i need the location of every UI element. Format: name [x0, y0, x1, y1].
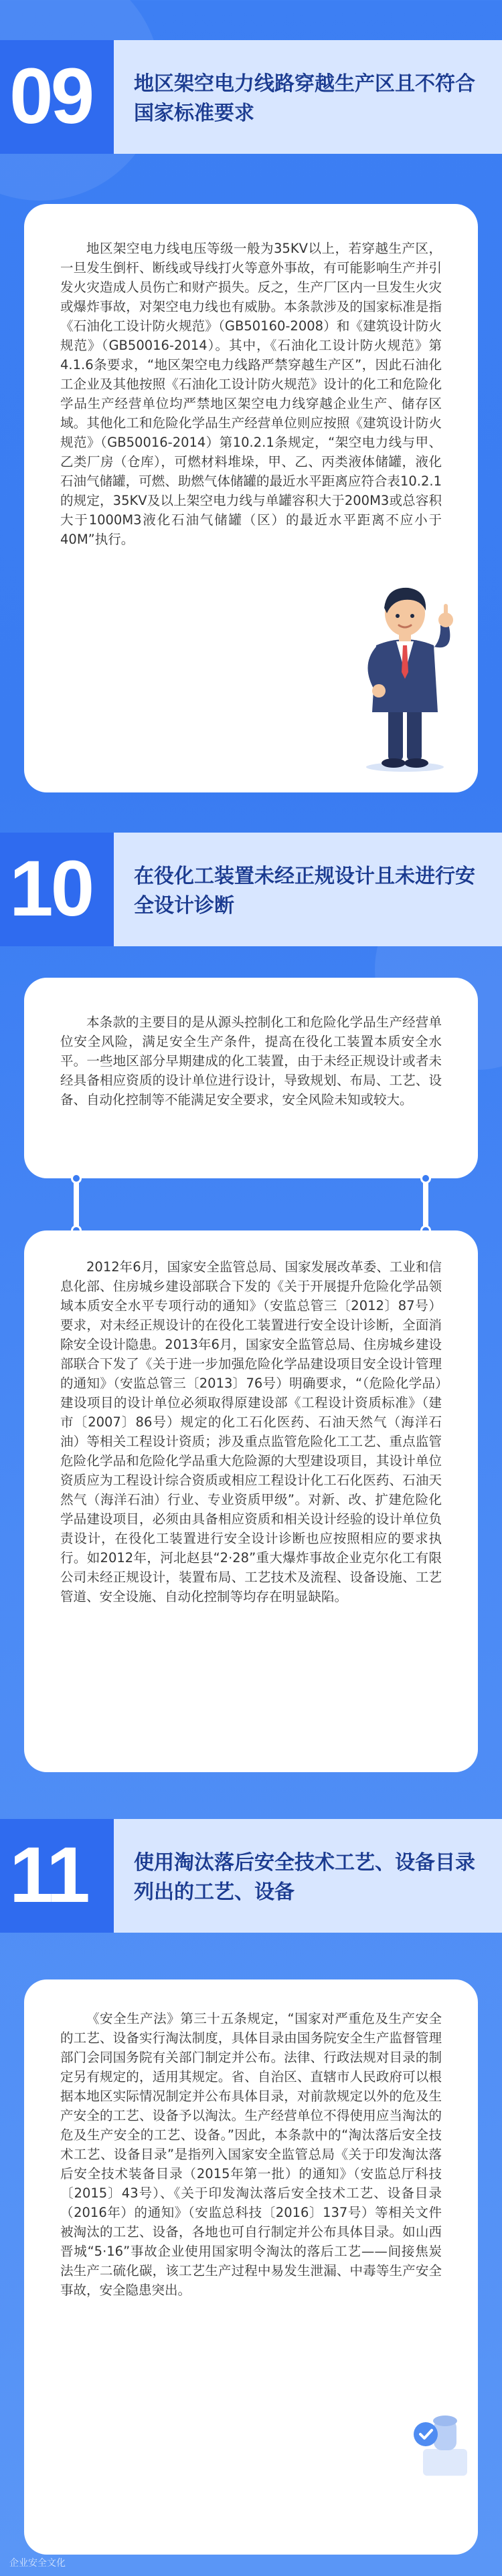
section-number: 09: [9, 52, 92, 140]
section-10-header: [0, 833, 502, 946]
section-number: 10: [9, 845, 92, 933]
section-10-card-intro: [24, 978, 478, 1178]
section-paragraph: 2012年6月，国家安全监管总局、国家发展改革委、工业和信息化部、住房城乡建设部联合下发的《关于开展提升危险化学品领域本质安全水平专项行动的通知》（安监总管三〔2012〕87号）要求，对未经正规设计的在役化工装置进行安全设计诊断，全面消除安全设计隐患。2013年6月，国家安全监管总局、住房城乡建设部联合下发了《关于进一步加强危险化学品建设项目安全设计管理的通知》（安监总管三〔2013〕76号）明确要求，“（危险化学品）建设项目的设计单位必须取得原建设部《工程设计资质标准》（建市〔2007〕86号）规定的化工石化医药、石油天然气（海洋石油）等相关工程设计资质；涉及重点监管危险化工工艺、重点监管危险化学品和危险化学品重大危险源的大型建设项目，其设计单位资质应为工程设计综合资质或相应工程设计化工石化医药、石油天然气（海洋石油）行业、专业资质甲级”。对新、改、扩建危险化学品建设项目，必须由具备相应资质和相关设计经验的设计单位负责设计，在役化工装置进行安全设计诊断也应按照相应的要求执行。如2012年，河北赵县“2·28”重大爆炸事故企业克尔化工有限公司未经正规设计，装置布局、工艺技术及流程、设备设施、工艺管道、安全设施、自动化控制等均存在明显缺陷。: [60, 1259, 442, 1604]
section-title: 使用淘汰落后安全技术工艺、设备目录列出的工艺、设备: [134, 1851, 475, 1904]
section-11-header: [0, 1819, 502, 1933]
section-paragraph: 本条款的主要目的是从源头控制化工和危险化学品生产经营单位安全风险，满足安全生产条件，提高在役化工装置本质安全水平。一些地区部分早期建成的化工装置，由于未经正规设计或者未经具备相应资质的设计单位进行设计，导致规划、布局、工艺、设备、自动化控制等不能满足安全要求，安全风险未知或较大。: [60, 1014, 442, 1107]
section-09-header: [0, 40, 502, 154]
stamp-illustration: [403, 2407, 477, 2481]
watermark-text: 企业安全文化: [9, 2558, 66, 2569]
section-title: 在役化工装置未经正规设计且未进行安全设计诊断: [134, 865, 475, 918]
card-connector: [423, 1178, 428, 1230]
card-connector: [74, 1178, 79, 1230]
connector-dot: [71, 1173, 82, 1184]
section-10-card-detail: [24, 1230, 478, 1772]
section-paragraph: 《安全生产法》第三十五条规定，“国家对严重危及生产安全的工艺、设备实行淘汰制度，具体目录由国务院安全生产监督管理部门会同国务院有关部门制定并公布。法律、行政法规对目录的制定另有规定的，适用其规定。省、自治区、直辖市人民政府可以根据本地区实际情况制定并公布具体目录，对前款规定以外的危及生产安全的工艺、设备予以淘汰。生产经营单位不得使用应当淘汰的危及生产安全的工艺、设备。”因此，本条款中的“淘汰落后安全技术工艺、设备目录”是指列入国家安全监管总局《关于印发淘汰落后安全技术装备目录（2015年第一批）的通知》（安监总厅科技〔2015〕43号）、《关于印发淘汰落后安全技术工艺、设备目录（2016年）的通知》（安监总科技〔2016〕137号）等相关文件被淘汰的工艺、设备，各地也可自行制定并公布具体目录。如山西晋城“5·16”事故企业使用国家明令淘汰的落后工艺——间接焦炭法生产二硫化碳，该工艺生产过程中易发生泄漏、中毒等生产安全事故，安全隐患突出。: [60, 2011, 442, 2298]
section-number: 11: [9, 1831, 88, 1919]
connector-dot: [420, 1173, 431, 1184]
section-title: 地区架空电力线路穿越生产区且不符合国家标准要求: [134, 72, 475, 125]
section-paragraph: 地区架空电力线电压等级一般为35KV以上，若穿越生产区，一旦发生倒杆、断线或导线打火等意外事故，有可能影响生产并引发火灾造成人员伤亡和财产损失。反之，生产厂区内一旦发生火灾或爆炸事故，对架空电力线也有威胁。本条款涉及的国家标准是指《石油化工设计防火规范》（GB50160-2008）和《建筑设计防火规范》（GB50016-2014）。其中，《石油化工设计防火规范》第4.1.6条要求，“地区架空电力线路严禁穿越生产区”，因此石油化工企业及其他按照《石油化工设计防火规范》设计的化工和危险化学品生产经营单位均严禁地区架空电力线穿越企业生产、储存区域。其他化工和危险化学品生产经营单位则应按照《建筑设计防火规范》（GB50016-2014）第10.2.1条规定，“架空电力线与甲、乙类厂房（仓库），可燃材料堆垛，甲、乙、丙类液体储罐，液化石油气储罐，可燃、助燃气体储罐的最近水平距离应符合表10.2.1的规定，35KV及以上架空电力线与单罐容积大于200M3或总容积大于1000M3液化石油气储罐（区）的最近水平距离不应小于40M”执行。: [60, 241, 442, 547]
businessman-illustration: [348, 572, 462, 772]
